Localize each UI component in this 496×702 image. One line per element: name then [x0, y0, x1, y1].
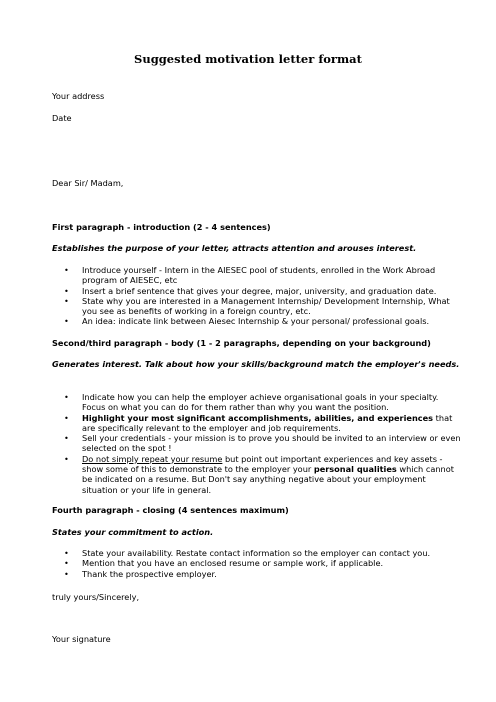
salutation: Dear Sir/ Madam,	[52, 178, 124, 188]
bullet-icon: •	[64, 568, 69, 579]
section2-heading: Second/third paragraph - body (1 - 2 paragraphs, depending on your background)	[52, 338, 431, 348]
section3-subheading: States your commitment to action.	[52, 527, 214, 537]
section3-heading: Fourth paragraph - closing (4 sentences maximum)	[52, 505, 289, 515]
list-item: • Highlight your most significant accomplishments, abilities, and experiences that are specifically relevant to the employer and job requirements.	[64, 412, 453, 433]
section2-subheading: Generates interest. Talk about how your skills/background match the employer's needs.	[52, 359, 460, 369]
bullet-icon: •	[64, 392, 69, 402]
signature-line: Your signature	[52, 634, 111, 644]
address-line: Your address	[52, 91, 105, 101]
section1-list	[52, 265, 462, 327]
list-item: • An idea: indicate link between Aiesec Internship & your personal/ professional goals.	[64, 316, 430, 327]
section1-subheading: Establishes the purpose of your letter, attracts attention and arouses interest.	[52, 243, 417, 253]
list-item: • State why you are interested in a Management Internship/ Development Internship, What you see as benefits of working in a foreign country, etc.	[64, 295, 450, 317]
bullet-icon: •	[64, 548, 69, 558]
list-item: • State your availability. Restate contact information so the employer can contact you.	[64, 548, 431, 558]
section2-list	[52, 392, 462, 495]
bullet-icon: •	[64, 295, 69, 306]
bullet-icon: •	[64, 558, 69, 569]
bullet-icon: •	[64, 433, 69, 444]
date-line: Date	[52, 113, 72, 123]
bullet-icon: •	[64, 285, 69, 296]
list-item: • Sell your credentials - your mission is to prove you should be invited to an interview or even selected on the spot !	[64, 433, 461, 454]
bullet-icon: •	[64, 265, 69, 275]
list-item: • Introduce yourself - Intern in the AIESEC pool of students, enrolled in the Work Abroad program of AIESEC, etc	[64, 265, 436, 286]
page-title: Suggested motivation letter format	[134, 52, 362, 66]
list-item: • Thank the prospective employer.	[64, 568, 217, 579]
bullet-icon: •	[64, 412, 69, 423]
bullet-icon: •	[64, 316, 69, 327]
list-item: • Mention that you have an enclosed resume or sample work, if applicable.	[64, 558, 384, 569]
bullet-icon: •	[64, 453, 69, 464]
section1-heading: First paragraph - introduction (2 - 4 sentences)	[52, 222, 271, 232]
closing-line: truly yours/Sincerely,	[52, 592, 140, 602]
list-item: • Insert a brief sentence that gives your degree, major, university, and graduation date.	[64, 285, 437, 296]
section3-list	[52, 548, 462, 579]
list-item: • Do not simply repeat your resume but point out important experiences and key assets - show some of this to demonstrate to the employer your personal qualities which cannot be indicated on a resume. But Don't say anything negative about your employment situation or your life in general.	[64, 453, 454, 495]
list-item: • Indicate how you can help the employer achieve organisational goals in your specialty. Focus on what you can do for them rather than why you want the position.	[64, 392, 439, 413]
